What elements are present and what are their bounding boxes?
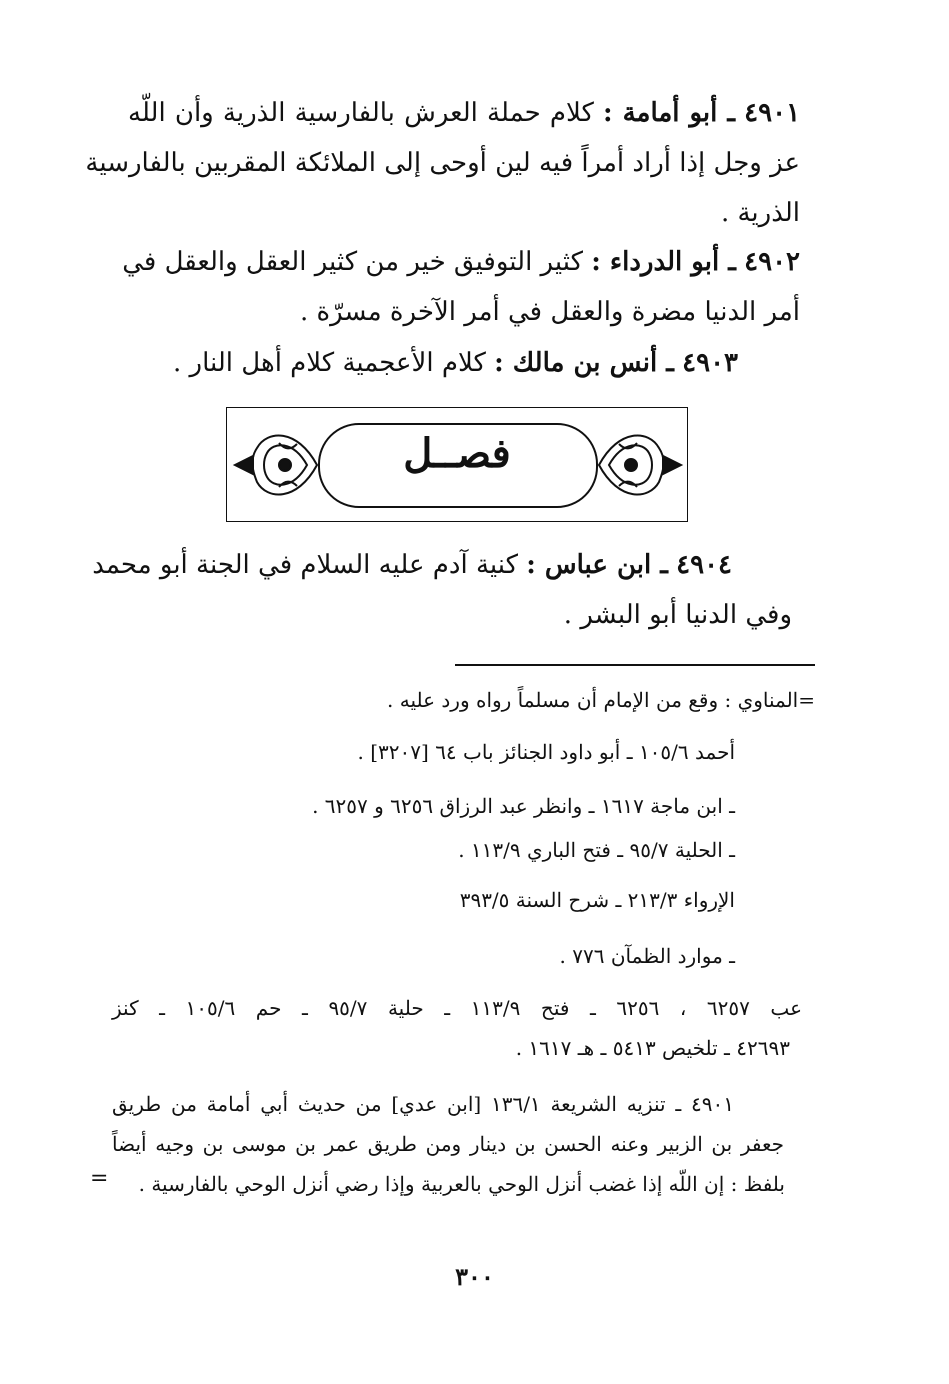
footnote-line: =المناوي : وقع من الإمام أن مسلماً رواه ورد عليه . [387,688,815,712]
footnote-line: عب ٦٢٥٧ ، ٦٢٥٦ ـ فتح ١١٣/٩ ـ حلية ٩٥/٧ ـ حم ١٠٥/٦ ـ كنز [112,996,803,1020]
entry-text: كنية آدم عليه السلام في الجنة أبو محمد [92,550,518,580]
entry-number: ٤٩٠١ [744,98,801,128]
footnote-line: ـ الحلية ٩٥/٧ ـ فتح الباري ١١٣/٩ . [458,838,735,862]
entry-text: الذرية . [720,198,800,228]
entry-4904 [92,540,732,590]
footnote-line: ـ ابن ماجة ١٦١٧ ـ وانظر عبد الرزاق ٦٢٥٦ و ٦٢٥٧ . [312,794,735,818]
section-heading-frame [226,407,688,522]
section-title: فصــل [403,430,511,477]
entry-line: ٤٩٠٣ ـ أنس بن مالك : كلام الأعجمية كلام أهل النار . [173,348,738,378]
entry-4901 [85,88,801,238]
entry-text: أمر الدنيا مضرة والعقل في أمر الآخرة مسرّة . [300,297,800,327]
entry-text: عز وجل إذا أراد أمراً فيه لين أوحى إلى الملائكة المقربين بالفارسية [85,148,800,178]
footnote-line: الإرواء ٢١٣/٣ ـ شرح السنة ٣٩٣/٥ [459,888,735,912]
entry-number: ٤٩٠٤ [676,550,732,580]
entry-text: كلام حملة العرش بالفارسية الذرية وأن اللّه [128,98,594,128]
entry-narrator: أنس بن مالك : [494,348,658,378]
entry-line: ٤٩٠١ ـ أبو أمامة : كلام حملة العرش بالفارسية الذرية وأن اللّه [128,98,801,128]
entry-narrator: أبو أمامة : [603,98,718,128]
footnote-line: ـ موارد الظمآن ٧٧٦ . [559,944,735,968]
entry-text: كلام الأعجمية كلام أهل النار . [173,348,486,378]
entry-4902 [122,237,800,337]
continuation-mark: = [90,1166,109,1191]
footnote-line: ٤٢٦٩٣ ـ تلخيص ٥٤١٣ ـ هـ ١٦١٧ . [515,1036,790,1060]
page-number: ٣٠٠ [455,1262,494,1291]
entry-4904-continuation [400,590,792,640]
entry-narrator: ابن عباس : [526,550,652,580]
entry-narrator: أبو الدرداء : [591,247,720,277]
entry-line: ٤٩٠٢ ـ أبو الدرداء : كثير التوفيق خير من كثير العقل والعقل في [122,247,800,277]
entry-number: ٤٩٠٣ [682,348,738,378]
footnote-line: بلفظ : إن اللّه إذا غضب أنزل الوحي بالعربية وإذا رضي أنزل الوحي بالفارسية . [138,1172,785,1196]
entry-4903 [128,338,738,388]
entry-text: كثير التوفيق خير من كثير العقل والعقل في [122,247,583,277]
footnote-separator [455,664,815,666]
footnote-line: أحمد ١٠٥/٦ ـ أبو داود الجنائز باب ٦٤ [٣٢٠٧] . [357,740,735,764]
entry-line: ٤٩٠٤ ـ ابن عباس : كنية آدم عليه السلام في الجنة أبو محمد [92,550,732,580]
footnote-line: ٤٩٠١ ـ تنزيه الشريعة ١٣٦/١ [ابن عدي] من حديث أبي أمامة من طريق [112,1092,734,1116]
entry-number: ٤٩٠٢ [744,247,800,277]
entry-text: وفي الدنيا أبو البشر . [563,600,792,630]
footnote-line: جعفر بن الزبير وعنه الحسن بن دينار ومن طريق عمر بن موسى بن وجيه أيضاً [112,1132,784,1156]
